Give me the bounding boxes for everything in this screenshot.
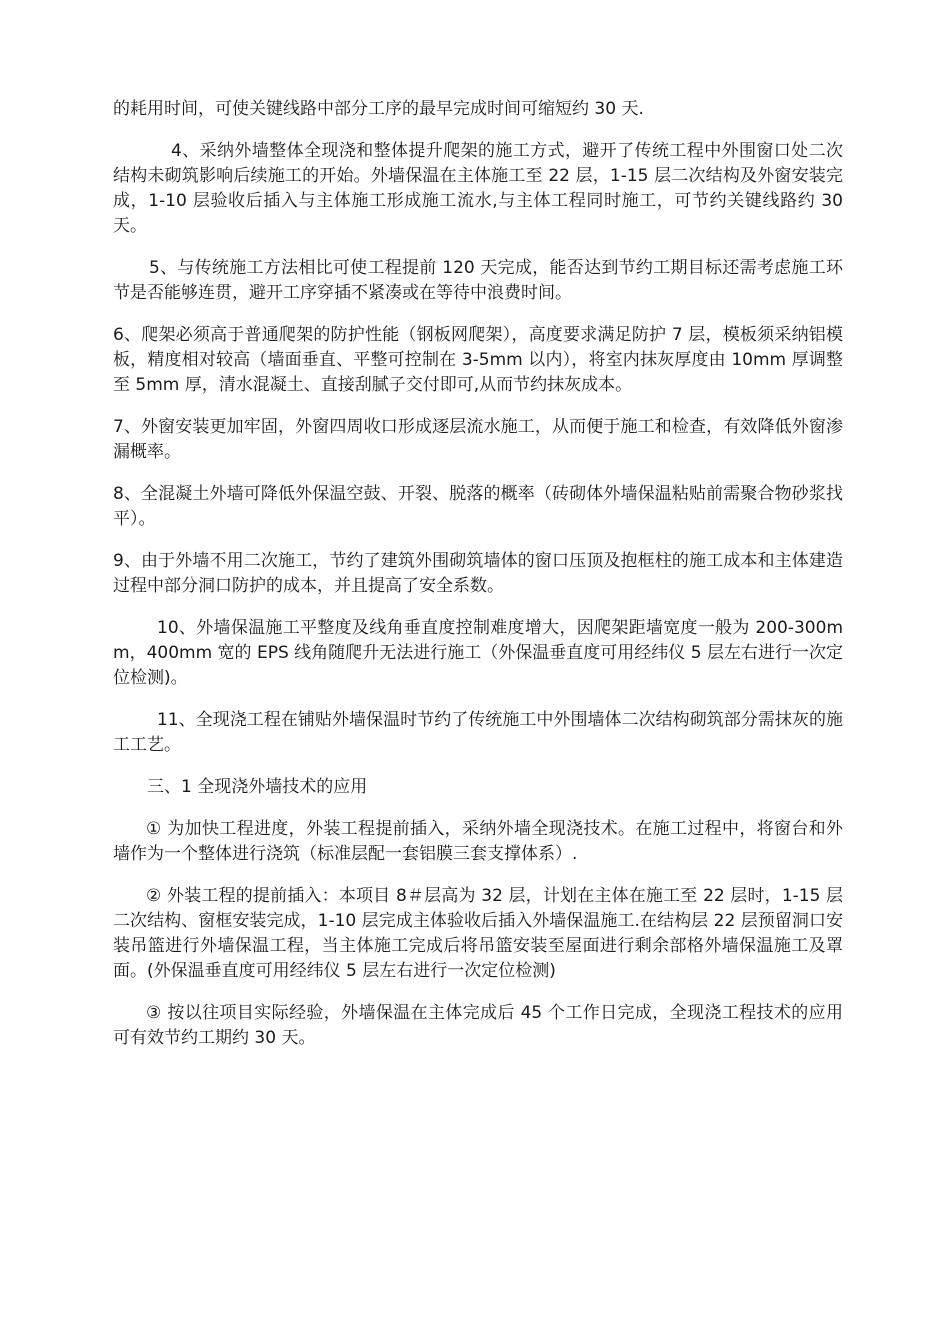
document-body — [113, 97, 843, 1068]
list-item-2: ② 外装工程的提前插入：本项目 8＃层高为 32 层，计划在主体在施工至 22 层时，1-15 层二次结构、窗框安装完成，1-10 层完成主体验收后插入外墙保温施工.在结构层 22 层预留洞口安装吊篮进行外墙保温工程，当主体施工完成后将吊篮安装至屋面进行剩余部格外墙保温施工及罩面。(外保温垂直度可用经纬仪 5 层左右进行一次定位检测) — [113, 886, 843, 981]
paragraph-10: 10、外墙保温施工平整度及线角垂直度控制难度增大，因爬架距墙宽度一般为 200-300mm，400mm 宽的 EPS 线角随爬升无法进行施工（外保温垂直度可用经纬仪 5 层左右进行一次定位检测)。 — [113, 618, 843, 688]
paragraph-4: 4、采纳外墙整体全现浇和整体提升爬架的施工方式，避开了传统工程中外围窗口处二次结构未砌筑影响后续施工的开始。外墙保温在主体施工至 22 层，1-15 层二次结构及外窗安装完成，1-10 层验收后插入与主体施工形成施工流水,与主体工程同时施工，可节约关键线路约 30 天。 — [113, 141, 843, 236]
paragraph-11: 11、全现浇工程在铺贴外墙保温时节约了传统施工中外围墙体二次结构砌筑部分需抹灰的施工工艺。 — [113, 710, 843, 755]
paragraph-5: 5、与传统施工方法相比可使工程提前 120 天完成，能否达到节约工期目标还需考虑施工环节是否能够连贯，避开工序穿插不紧凑或在等待中浪费时间。 — [113, 258, 843, 303]
paragraph-7: 7、外窗安装更加牢固，外窗四周收口形成逐层流水施工，从而便于施工和检查，有效降低外窗渗漏概率。 — [113, 417, 843, 462]
list-item-3: ③ 按以往项目实际经验，外墙保温在主体完成后 45 个工作日完成，全现浇工程技术的应用可有效节约工期约 30 天。 — [113, 1003, 843, 1048]
paragraph-8: 8、全混凝土外墙可降低外保温空鼓、开裂、脱落的概率（砖砌体外墙保温粘贴前需聚合物砂浆找平）。 — [113, 484, 843, 529]
section-heading: 三、1 全现浇外墙技术的应用 — [147, 777, 368, 797]
paragraph-6: 6、爬架必须高于普通爬架的防护性能（钢板网爬架），高度要求满足防护 7 层，模板须采纳铝模板，精度相对较高（墙面垂直、平整可控制在 3-5mm 以内），将室内抹灰厚度由 10mm 厚调整至 5mm 厚，清水混凝土、直接刮腻子交付即可,从而节约抹灰成本。 — [113, 325, 843, 395]
paragraph-9: 9、由于外墙不用二次施工，节约了建筑外围砌筑墙体的窗口压顶及抱框柱的施工成本和主体建造过程中部分洞口防护的成本，并且提高了安全系数。 — [113, 551, 843, 596]
list-item-1: ① 为加快工程进度，外装工程提前插入，采纳外墙全现浇技术。在施工过程中，将窗台和外墙作为一个整体进行浇筑（标准层配一套铝膜三套支撑体系）. — [113, 819, 843, 864]
paragraph-continuation: 的耗用时间，可使关键线路中部分工序的最早完成时间可缩短约 30 天. — [113, 99, 644, 119]
